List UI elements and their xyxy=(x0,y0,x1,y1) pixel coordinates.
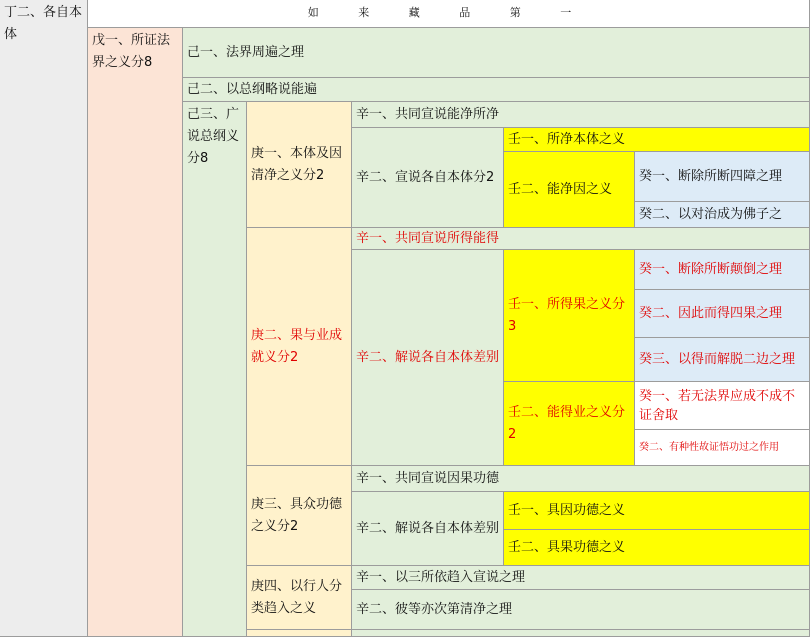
xin-c1-label: 辛一、共同宣说因果功德 xyxy=(356,470,500,486)
cell-wu[interactable] xyxy=(88,28,183,637)
geng4-label: 庚四、以行人分类趋入之义 xyxy=(251,578,343,616)
cell-xin-b2[interactable] xyxy=(352,250,504,466)
cell-xin-d1[interactable] xyxy=(352,566,810,590)
ren-c2-label: 壬二、具果功德之义 xyxy=(508,539,626,555)
cell-gui-b5[interactable] xyxy=(635,430,810,466)
ren-a1-label: 壬一、所净本体之义 xyxy=(508,131,626,147)
gui-b1-label: 癸一、断除所断颠倒之理 xyxy=(639,262,783,277)
cell-ren-b1[interactable] xyxy=(504,250,635,382)
cell-xin-b1[interactable] xyxy=(352,228,810,250)
cell-xin-d2[interactable] xyxy=(352,590,810,630)
wu-label: 戊一、所证法界之义分8 xyxy=(92,33,171,70)
cell-geng4[interactable] xyxy=(247,566,352,630)
ren-a2-label: 壬二、能净因之义 xyxy=(508,181,613,197)
xin-b1-label: 辛一、共同宣说所得能得 xyxy=(356,230,500,246)
geng3-label: 庚三、具众功德之义分2 xyxy=(251,496,343,534)
xin-a1-label: 辛一、共同宣说能净所净 xyxy=(356,106,500,122)
cell-xin-c2[interactable] xyxy=(352,492,504,566)
xin-c2-label: 辛二、解说各自本体差别 xyxy=(356,520,500,536)
ji1-label: 己一、法界周遍之理 xyxy=(187,44,305,60)
cell-ding[interactable] xyxy=(0,0,88,637)
cell-ji2[interactable] xyxy=(183,78,810,102)
cell-ren-a1[interactable] xyxy=(504,128,810,152)
ji3-label: 己三、广说总纲义分8 xyxy=(187,107,240,166)
geng2-label: 庚二、果与业成就义分2 xyxy=(251,327,343,365)
cell-ji1[interactable] xyxy=(183,28,810,78)
cell-gui-a2[interactable] xyxy=(635,202,810,228)
cell-geng2[interactable] xyxy=(247,228,352,466)
cell-gui-b3[interactable] xyxy=(635,338,810,382)
ren-b2-label: 壬二、能得业之义分2 xyxy=(508,404,626,442)
cell-gui-b2[interactable] xyxy=(635,290,810,338)
cell-ren-c1[interactable] xyxy=(504,492,810,530)
cell-partial-row[interactable] xyxy=(352,630,810,637)
geng1-label: 庚一、本体及因清净之义分2 xyxy=(251,145,343,183)
cell-gui-a1[interactable] xyxy=(635,152,810,202)
ji2-label: 己二、以总纲略说能遍 xyxy=(187,81,318,97)
xin-b2-label: 辛二、解说各自本体差别 xyxy=(356,349,500,365)
xin-d2-label: 辛二、彼等亦次第清净之理 xyxy=(356,601,513,617)
gui-b2-label: 癸二、因此而得四果之理 xyxy=(639,306,783,321)
gui-b4-label: 癸一、若无法界应成不成不证舍取 xyxy=(639,388,796,423)
cell-ji3[interactable] xyxy=(183,102,247,637)
gui-a2-label: 癸二、以对治成为佛子之 xyxy=(639,206,783,222)
cell-empty-bottom[interactable] xyxy=(247,630,352,637)
cell-xin-a1[interactable] xyxy=(352,102,810,128)
cell-ren-a2[interactable] xyxy=(504,152,635,228)
ding-label: 丁二、各自本体 xyxy=(4,5,83,42)
cell-ren-c2[interactable] xyxy=(504,530,810,566)
cell-gui-b4[interactable] xyxy=(635,382,810,430)
cell-xin-a2[interactable] xyxy=(352,128,504,228)
cell-geng3[interactable] xyxy=(247,466,352,566)
xin-d1-label: 辛一、以三所依趋入宣说之理 xyxy=(356,569,526,585)
cell-gui-b1[interactable] xyxy=(635,250,810,290)
cell-xin-c1[interactable] xyxy=(352,466,810,492)
cell-geng1[interactable] xyxy=(247,102,352,228)
header-title-cell[interactable] xyxy=(88,0,810,28)
cell-ren-b2[interactable] xyxy=(504,382,635,466)
header-title: 如 来 藏 品 第 一 xyxy=(307,6,590,19)
xin-a2-label: 辛二、宣说各自本体分2 xyxy=(356,169,495,185)
gui-b5-label: 癸二、有种性故证悟功过之作用 xyxy=(639,441,779,453)
ren-b1-label: 壬一、所得果之义分3 xyxy=(508,296,626,334)
gui-b3-label: 癸三、以得而解脱二边之理 xyxy=(639,352,796,367)
gui-a1-label: 癸一、断除所断四障之理 xyxy=(639,168,783,184)
ren-c1-label: 壬一、具因功德之义 xyxy=(508,502,626,518)
